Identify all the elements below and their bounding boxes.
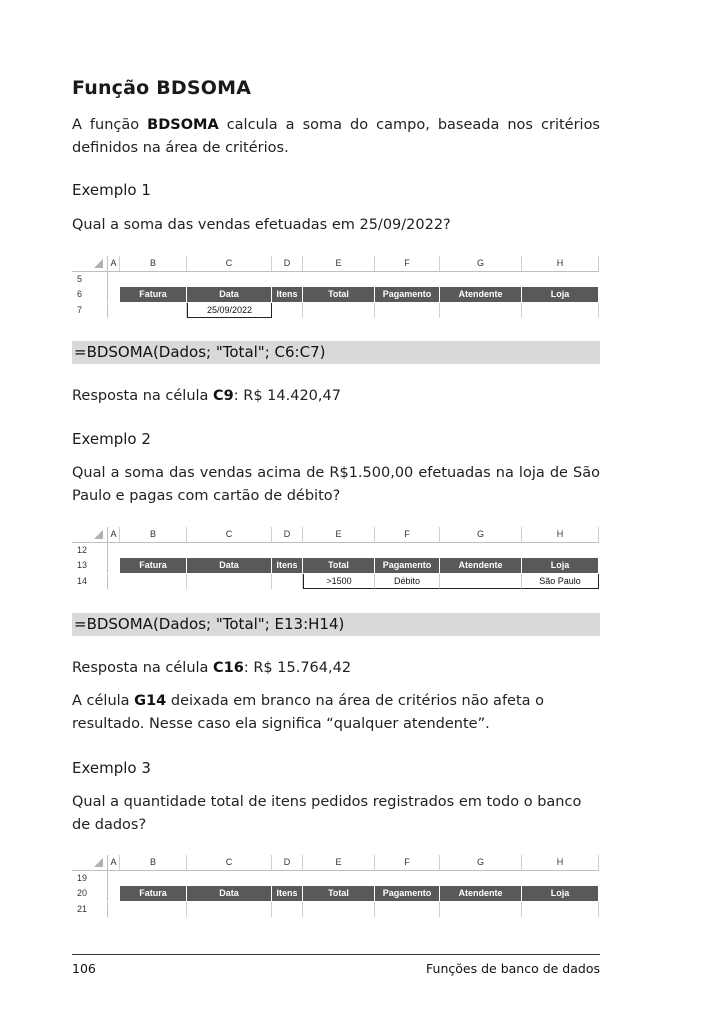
spreadsheet-example-2: [72, 527, 599, 586]
column-header-f[interactable]: F: [375, 855, 440, 870]
field-header-data[interactable]: Data: [187, 886, 272, 901]
criteria-cell-b[interactable]: [120, 303, 187, 318]
field-header-pagamento[interactable]: Pagamento: [375, 886, 440, 901]
sheet-row-21: [72, 902, 599, 917]
criteria-cell-b[interactable]: [120, 574, 187, 589]
sheet-row-12: [72, 543, 599, 558]
field-header-data[interactable]: Data: [187, 287, 272, 302]
column-header-d[interactable]: D: [272, 855, 303, 870]
criteria-cell-h[interactable]: São Paulo: [522, 574, 599, 589]
criteria-cell-f[interactable]: [375, 902, 440, 917]
row-number[interactable]: 21: [72, 902, 108, 917]
chapter-title: Funções de banco de dados: [426, 961, 600, 976]
row-number[interactable]: 7: [72, 303, 108, 318]
field-header-itens[interactable]: Itens: [272, 287, 303, 302]
example-3-question: Qual a quantidade total de itens pedidos registrados em todo o banco de dados?: [72, 794, 582, 833]
row-number[interactable]: 14: [72, 574, 108, 589]
field-header-atendente[interactable]: Atendente: [440, 558, 522, 573]
field-header-itens[interactable]: Itens: [272, 886, 303, 901]
column-header-row: [72, 256, 599, 272]
row-number[interactable]: 20: [72, 886, 108, 901]
column-header-a[interactable]: A: [108, 855, 120, 870]
field-header-pagamento[interactable]: Pagamento: [375, 558, 440, 573]
criteria-cell-g[interactable]: [440, 902, 522, 917]
column-header-f[interactable]: F: [375, 527, 440, 542]
spreadsheet-example-1: [72, 256, 599, 315]
sheet-row-6: [72, 287, 599, 302]
page-title: Função BDSOMA: [72, 77, 252, 99]
footer-rule: [72, 954, 600, 955]
column-header-c[interactable]: C: [187, 256, 272, 271]
column-header-g[interactable]: G: [440, 527, 522, 542]
row-number[interactable]: 19: [72, 871, 108, 886]
row-number[interactable]: 5: [72, 272, 108, 287]
criteria-cell-c[interactable]: [187, 574, 272, 589]
formula-example-2: =BDSOMA(Dados; "Total"; E13:H14): [72, 613, 600, 636]
column-header-e[interactable]: E: [303, 256, 375, 271]
field-header-total[interactable]: Total: [303, 558, 375, 573]
page-number: 106: [72, 961, 96, 976]
sheet-row-20: [72, 886, 599, 901]
criteria-cell-f[interactable]: Débito: [375, 574, 440, 589]
column-header-e[interactable]: E: [303, 527, 375, 542]
column-header-b[interactable]: B: [120, 527, 187, 542]
criteria-cell-e[interactable]: [303, 902, 375, 917]
column-header-b[interactable]: B: [120, 855, 187, 870]
field-header-fatura[interactable]: Fatura: [120, 886, 187, 901]
field-header-atendente[interactable]: Atendente: [440, 886, 522, 901]
column-header-f[interactable]: F: [375, 256, 440, 271]
field-header-total[interactable]: Total: [303, 886, 375, 901]
criteria-cell-d[interactable]: [272, 902, 303, 917]
answer-example-2: Resposta na célula C16: R$ 15.764,42: [72, 660, 352, 676]
spreadsheet-example-3: [72, 855, 599, 914]
sheet-row-19: [72, 871, 599, 886]
field-header-fatura[interactable]: Fatura: [120, 558, 187, 573]
criteria-cell-d[interactable]: [272, 574, 303, 589]
column-header-b[interactable]: B: [120, 256, 187, 271]
intro-paragraph: A função BDSOMA calcula a soma do campo, baseada nos critérios definidos na área de critérios.: [72, 117, 600, 156]
field-header-loja[interactable]: Loja: [522, 287, 599, 302]
field-header-loja[interactable]: Loja: [522, 886, 599, 901]
column-header-a[interactable]: A: [108, 256, 120, 271]
column-header-a[interactable]: A: [108, 527, 120, 542]
sheet-row-7: [72, 303, 599, 318]
field-header-total[interactable]: Total: [303, 287, 375, 302]
answer-example-1: Resposta na célula C9: R$ 14.420,47: [72, 388, 341, 404]
criteria-cell-e[interactable]: [303, 303, 375, 318]
column-header-h[interactable]: H: [522, 527, 599, 542]
column-header-d[interactable]: D: [272, 256, 303, 271]
row-number[interactable]: 6: [72, 287, 108, 302]
example-2-note: A célula G14 deixada em branco na área de critérios não afeta o resultado. Nesse caso ela significa “qualquer atendente”.: [72, 693, 545, 732]
column-header-d[interactable]: D: [272, 527, 303, 542]
criteria-cell-g[interactable]: [440, 574, 522, 589]
criteria-cell-f[interactable]: [375, 303, 440, 318]
column-header-row: [72, 527, 599, 543]
sheet-row-13: [72, 558, 599, 573]
column-header-h[interactable]: H: [522, 855, 599, 870]
row-header-corner: [72, 855, 108, 870]
field-header-pagamento[interactable]: Pagamento: [375, 287, 440, 302]
field-header-fatura[interactable]: Fatura: [120, 287, 187, 302]
field-header-data[interactable]: Data: [187, 558, 272, 573]
column-header-row: [72, 855, 599, 871]
criteria-cell-h[interactable]: [522, 902, 599, 917]
criteria-cell-c[interactable]: 25/09/2022: [187, 303, 272, 318]
example-2-heading: Exemplo 2: [72, 430, 151, 448]
row-number[interactable]: 13: [72, 558, 108, 573]
criteria-cell-c[interactable]: [187, 902, 272, 917]
field-header-loja[interactable]: Loja: [522, 558, 599, 573]
formula-example-1: =BDSOMA(Dados; "Total"; C6:C7): [72, 341, 600, 364]
example-3-heading: Exemplo 3: [72, 759, 151, 777]
criteria-cell-d[interactable]: [272, 303, 303, 318]
column-header-g[interactable]: G: [440, 855, 522, 870]
row-number[interactable]: 12: [72, 543, 108, 558]
field-header-atendente[interactable]: Atendente: [440, 287, 522, 302]
criteria-cell-h[interactable]: [522, 303, 599, 318]
example-1-heading: Exemplo 1: [72, 181, 151, 199]
row-header-corner: [72, 527, 108, 542]
column-header-g[interactable]: G: [440, 256, 522, 271]
field-header-itens[interactable]: Itens: [272, 558, 303, 573]
column-header-e[interactable]: E: [303, 855, 375, 870]
example-2-question: Qual a soma das vendas acima de R$1.500,00 efetuadas na loja de São Paulo e pagas com cartão de débito?: [72, 465, 600, 504]
example-1-question: Qual a soma das vendas efetuadas em 25/09/2022?: [72, 217, 451, 233]
column-header-h[interactable]: H: [522, 256, 599, 271]
criteria-cell-e[interactable]: >1500: [303, 574, 375, 589]
sheet-row-5: [72, 272, 599, 287]
column-header-c[interactable]: C: [187, 527, 272, 542]
criteria-cell-g[interactable]: [440, 303, 522, 318]
row-header-corner: [72, 256, 108, 271]
criteria-cell-b[interactable]: [120, 902, 187, 917]
column-header-c[interactable]: C: [187, 855, 272, 870]
sheet-row-14: [72, 574, 599, 589]
